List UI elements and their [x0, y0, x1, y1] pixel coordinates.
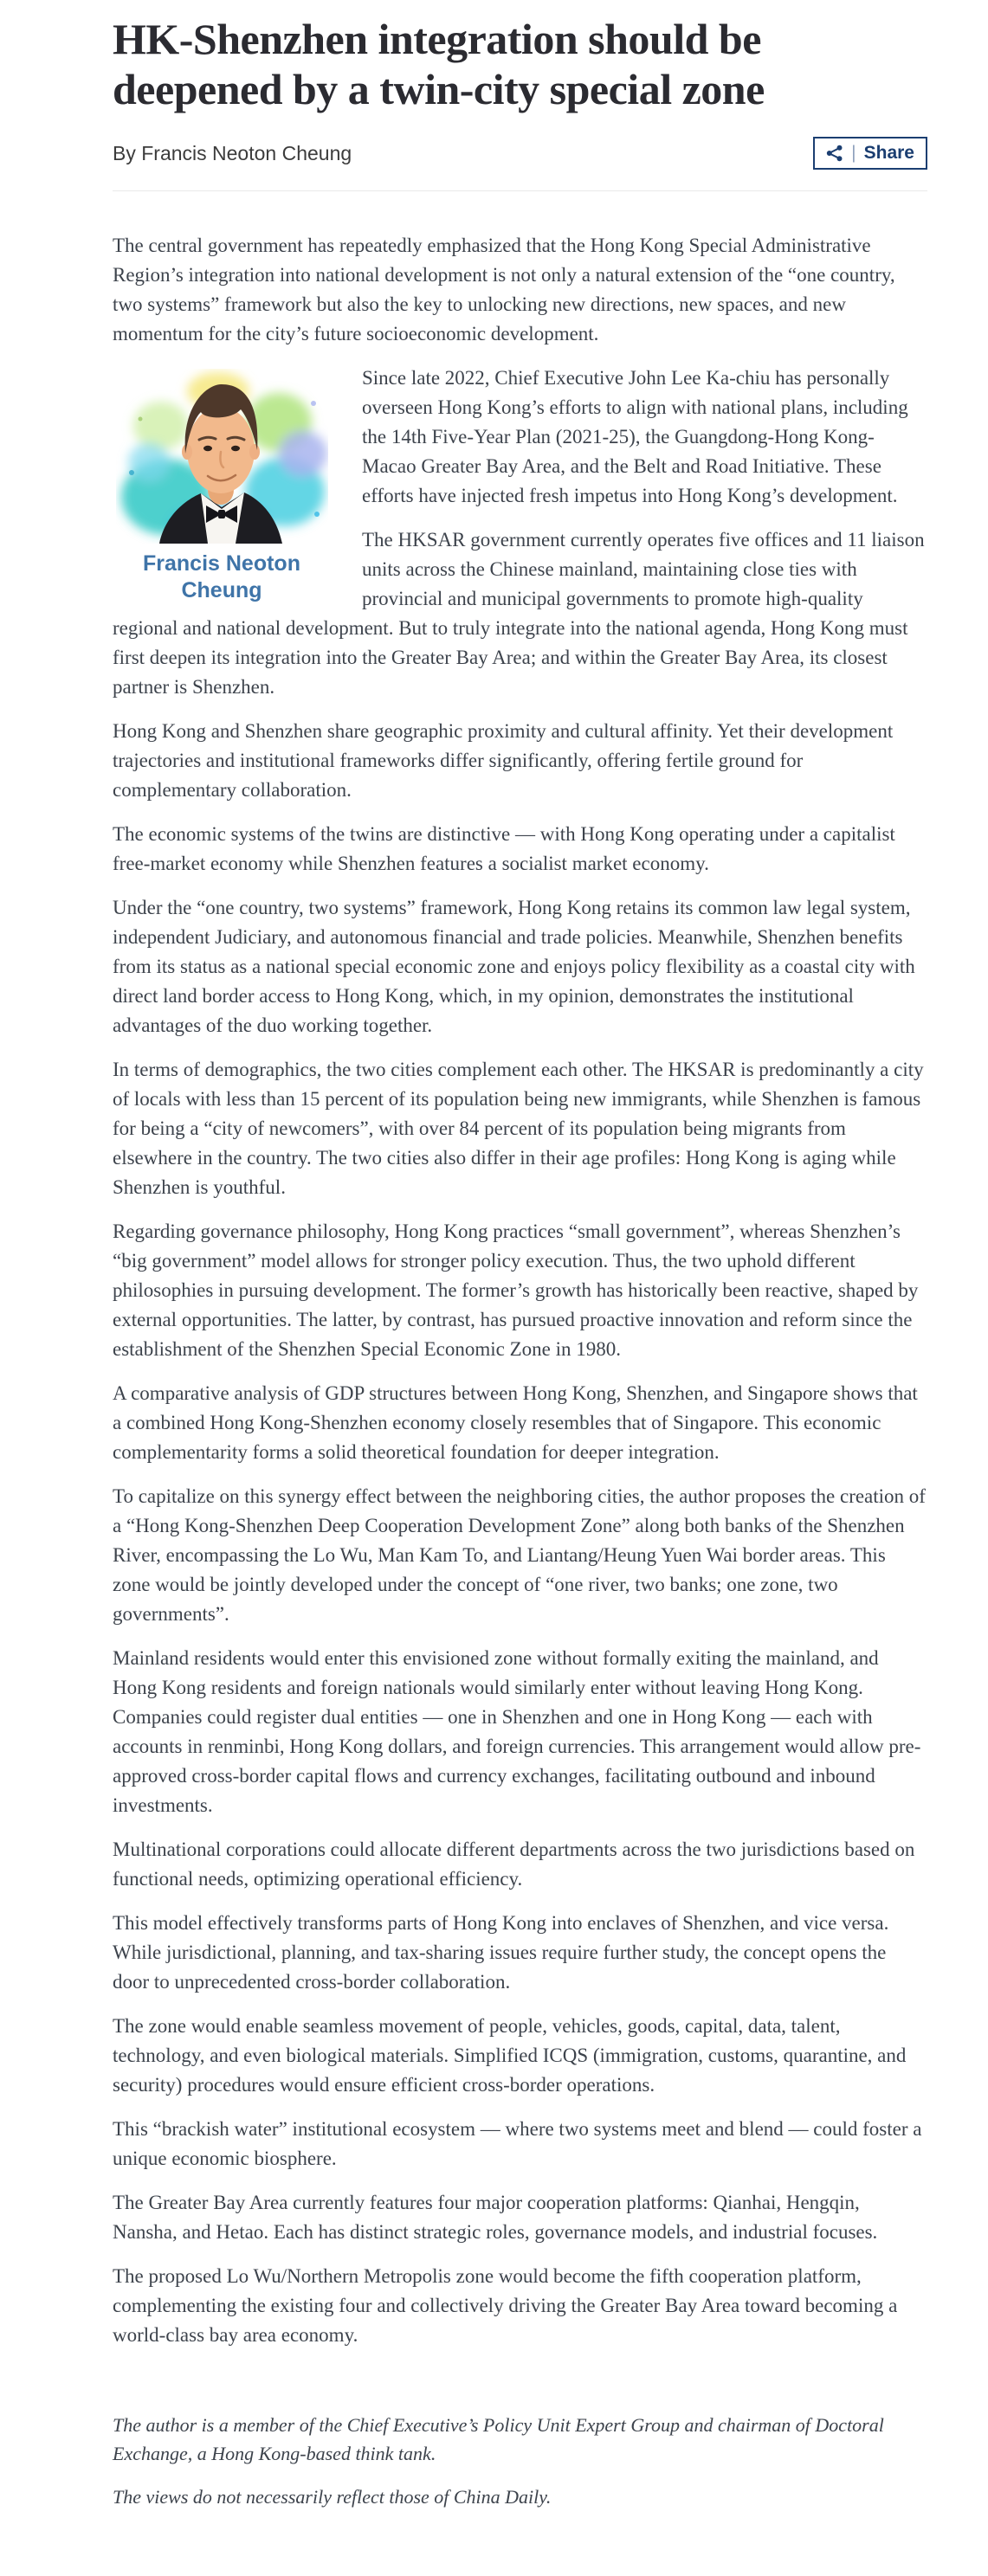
author-portrait-icon [116, 369, 328, 544]
paragraph: The economic systems of the twins are distinctive — with Hong Kong operating under a capitalist free-market economy while Shenzhen features a socialist market economy. [113, 823, 895, 874]
paragraph: This “brackish water” institutional ecosystem — where two systems meet and blend — could foster a unique economic biosphere. [113, 2118, 922, 2169]
paragraph: Regarding governance philosophy, Hong Kong practices “small government”, whereas Shenzhen’s “big government” model allows for stronger policy execution. Thus, the two uphold different philosophies in pursuing development. The former’s growth has historically been reactive, shaped by external opportunities. The latter, by contrast, has pursued proactive innovation and reform since the establishment of the Shenzhen Special Economic Zone in 1980. [113, 1220, 919, 1360]
paragraph: This model effectively transforms parts of Hong Kong into enclaves of Shenzhen, and vice versa. While jurisdictional, planning, and tax-sharing issues require further study, the concept opens the door to unprecedented cross-border collaboration. [113, 1912, 889, 1993]
author-note: The author is a member of the Chief Executive’s Policy Unit Expert Group and chairman of Doctoral Exchange, a Hong Kong-based think tank. [113, 2414, 884, 2464]
article-footer [113, 2411, 927, 2511]
share-divider: | [851, 143, 856, 163]
author-caption: Francis Neoton Cheung [143, 551, 300, 602]
paragraph: In terms of demographics, the two cities complement each other. The HKSAR is predominantly a city of locals with less than 15 percent of its population being new immigrants, while Shenzhen is famous for being a “city of newcomers”, with over 84 percent of its population being migrants from elsewhere in the country. The two cities also differ in their age profiles: Hong Kong is aging while Shenzhen is youthful. [113, 1059, 924, 1198]
disclaimer-note: The views do not necessarily reflect those of China Daily. [113, 2486, 552, 2508]
byline: By Francis Neoton Cheung [113, 141, 352, 164]
author-card [113, 369, 331, 603]
share-button[interactable] [813, 137, 927, 170]
paragraph: Since late 2022, Chief Executive John Lee Ka-chiu has personally overseen Hong Kong’s efforts to align with national plans, including the 14th Five-Year Plan (2021-25), the Guangdong-Hong Kong-Macao Greater Bay Area, and the Belt and Road Initiative. These efforts have injected fresh impetus into Hong Kong’s development. [362, 367, 908, 506]
paragraph: To capitalize on this synergy effect between the neighboring cities, the author proposes the creation of a “Hong Kong-Shenzhen Deep Cooperation Development Zone” along both banks of the Shenzhen River, encompassing the Lo Wu, Man Kam To, and Liantang/Heung Yuen Wai border areas. This zone would be jointly developed under the concept of “one river, two banks; one zone, two governments”. [113, 1485, 926, 1625]
paragraph: Multinational corporations could allocate different departments across the two jurisdictions based on functional needs, optimizing operational efficiency. [113, 1839, 915, 1890]
paragraph: The HKSAR government currently operates five offices and 11 liaison units across the Chinese mainland, maintaining close ties with provincial and municipal governments to promote high-quality regional and national development. But to truly integrate into the national agenda, Hong Kong must first deepen its integration into the Greater Bay Area; and within the Greater Bay Area, its closest partner is Shenzhen. [113, 529, 925, 698]
article-header [113, 14, 927, 191]
paragraph: Hong Kong and Shenzhen share geographic proximity and cultural affinity. Yet their development trajectories and institutional frameworks differ significantly, offering fertile ground for complementary collaboration. [113, 720, 894, 801]
paragraph: The zone would enable seamless movement of people, vehicles, goods, capital, data, talent, technology, and even biological materials. Simplified ICQS (immigration, customs, quarantine, and security) procedures would ensure efficient cross-border operations. [113, 2015, 907, 2096]
byline-row [113, 137, 927, 170]
article-body [113, 231, 927, 2350]
paragraph: The proposed Lo Wu/Northern Metropolis zone would become the fifth cooperation platform, complementing the existing four and collectively driving the Greater Bay Area toward becoming a world-class bay area economy. [113, 2265, 898, 2346]
page-title: HK-Shenzhen integration should be deepened by a twin-city special zone [113, 15, 765, 113]
paragraph: Under the “one country, two systems” framework, Hong Kong retains its common law legal system, independent Judiciary, and autonomous financial and trade policies. Meanwhile, Shenzhen benefits from its status as a national special economic zone and enjoys policy flexibility as a coastal city with direct land border access to Hong Kong, which, in my opinion, demonstrates the institutional advantages of the duo working together. [113, 897, 915, 1036]
paragraph: A comparative analysis of GDP structures between Hong Kong, Shenzhen, and Singapore shows that a combined Hong Kong-Shenzhen economy closely resembles that of Singapore. This economic complementarity forms a solid theoretical foundation for deeper integration. [113, 1382, 918, 1463]
paragraph: Mainland residents would enter this envisioned zone without formally exiting the mainland, and Hong Kong residents and foreign nationals would similarly enter without leaving Hong Kong. Companies could register dual entities — one in Shenzhen and one in Hong Kong — each with accounts in renminbi, Hong Kong dollars, and foreign currencies. This arrangement would allow pre-approved cross-border capital flows and currency exchanges, facilitating outbound and inbound investments. [113, 1647, 921, 1816]
share-label: Share [863, 143, 914, 163]
header-divider [113, 190, 927, 191]
paragraph: The central government has repeatedly emphasized that the Hong Kong Special Administrative Region’s integration into national development is not only a natural extension of the “one country, two systems” framework but also the key to unlocking new directions, new spaces, and new momentum for the city’s future socioeconomic development. [113, 235, 895, 345]
share-icon [826, 145, 843, 162]
paragraph: The Greater Bay Area currently features four major cooperation platforms: Qianhai, Hengqin, Nansha, and Hetao. Each has distinct strategic roles, governance models, and industrial focuses. [113, 2192, 878, 2243]
